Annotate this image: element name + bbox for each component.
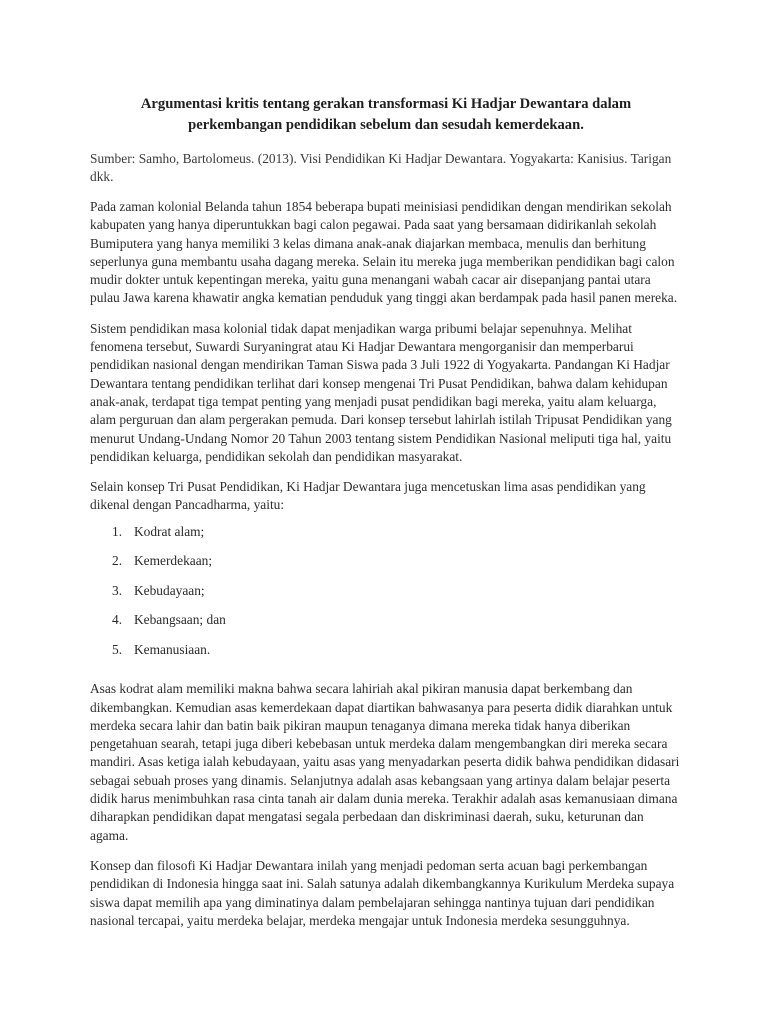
pancadharma-list: [90, 523, 682, 671]
list-item-number: 1.: [112, 523, 123, 539]
paragraph-1: Pada zaman kolonial Belanda tahun 1854 beberapa bupati meinisiasi pendidikan dengan mendirikan sekolah kabupaten yang hanya diperuntukkan bagi calon pegawai. Pada saat yang bersamaan didirikanlah sekolah Bumiputera yang hanya memiliki 3 kelas dimana anak-anak diajarkan membaca, menulis dan berhitung seperlunya guna membantu usaha dagang mereka. Selain itu mereka juga memberikan pendidikan bagi calon mudir dokter untuk kepentingan mereka, yaitu guna menangani wabah cacar air disepanjang pantai utara pulau Jawa karena khawatir angka kematian penduduk yang tinggi akan berdampak pada hasil panen mereka.: [90, 199, 678, 306]
paragraph-3: Selain konsep Tri Pusat Pendidikan, Ki Hadjar Dewantara juga mencetuskan lima asas pendidikan yang dikenal dengan Pancadharma, yaitu:: [90, 479, 646, 513]
list-item: [90, 552, 682, 582]
document-title: [90, 94, 682, 136]
list-item-number: 2.: [112, 553, 123, 569]
paragraph-4: Asas kodrat alam memiliki makna bahwa secara lahiriah akal pikiran manusia dapat berkembang dan dikembangkan. Kemudian asas kemerdekaan dapat diartikan bahwasanya para peserta didik diarahkan untuk merdeka secara lahir dan batin baik pikiran maupun tenaganya dimana mereka tidak hanya diberikan pengetahuan searah, tetapi juga diberi kebebasan untuk merdeka dalam mengembangkan diri mereka secara mandiri. Asas ketiga ialah kebudayaan, yaitu asas yang menyadarkan peserta didik bahwa pendidikan didasari sebagai sebuah proses yang dinamis. Selanjutnya adalah asas kebangsaan yang artinya dalam belajar peserta didik harus menimbuhkan rasa cinta tanah air dalam dunia mereka. Terakhir adalah asas kemanusiaan dimana diharapkan pendidikan dapat mengatasi segala perbedaan dan diskriminasi daerah, suku, keturunan dan agama.: [90, 681, 680, 843]
source-citation: Sumber: Samho, Bartolomeus. (2013). Visi Pendidikan Ki Hadjar Dewantara. Yogyakarta: Kanisius. Tarigan dkk.: [90, 151, 672, 184]
list-item-number: 5.: [112, 641, 123, 657]
list-item-number: 3.: [112, 582, 123, 598]
list-item-text: Kodrat alam;: [134, 523, 205, 539]
list-item: [90, 582, 682, 612]
paragraph-5: Konsep dan filosofi Ki Hadjar Dewantara inilah yang menjadi pedoman serta acuan bagi perkembangan pendidikan di Indonesia hingga saat ini. Salah satunya adalah dikembangkannya Kurikulum Merdeka supaya siswa dapat memilih apa yang diminatinya dalam pembelajaran sehingga nantinya tujuan dari pendidikan nasional tercapai, yaitu merdeka belajar, merdeka mengajar untuk Indonesia merdeka sesungguhnya.: [90, 857, 675, 928]
list-item-text: Kebangsaan; dan: [134, 612, 226, 628]
list-item-text: Kemerdekaan;: [134, 553, 213, 569]
document-body: [90, 94, 682, 942]
paragraph-2: Sistem pendidikan masa kolonial tidak dapat menjadikan warga pribumi belajar sepenuhnya. Melihat fenomena tersebut, Suwardi Suryaningrat atau Ki Hadjar Dewantara mengorganisir dan memperbarui pendidikan nasional dengan mendirikan Taman Siswa pada 3 Juli 1922 di Yogyakarta. Pandangan Ki Hadjar Dewantara tentang pendidikan terlihat dari konsep mengenai Tri Pusat Pendidikan, bahwa dalam kehidupan anak-anak, terdapat tiga tempat penting yang menjadi pusat pendidikan bagi mereka, yaitu alam keluarga, alam perguruan dan alam pergerakan pemuda. Dari konsep tersebut lahirlah istilah Tripusat Pendidikan yang menurut Undang-Undang Nomor 20 Tahun 2003 tentang sistem Pendidikan Nasional meliputi tiga hal, yaitu pendidikan keluarga, pendidikan sekolah dan pendidikan masyarakat.: [90, 320, 672, 464]
document-title-line-2: perkembangan pendidikan sebelum dan sesudah kemerdekaan.: [188, 117, 584, 133]
list-item: [90, 641, 682, 671]
pancadharma-list-container: [90, 523, 682, 671]
document-title-line-1: Argumentasi kritis tentang gerakan transformasi Ki Hadjar Dewantara dalam: [140, 96, 632, 112]
list-item-text: Kemanusiaan.: [134, 641, 211, 657]
list-item-text: Kebudayaan;: [134, 582, 205, 598]
list-item-number: 4.: [112, 612, 123, 628]
list-item: [90, 523, 682, 553]
list-item: [90, 611, 682, 641]
